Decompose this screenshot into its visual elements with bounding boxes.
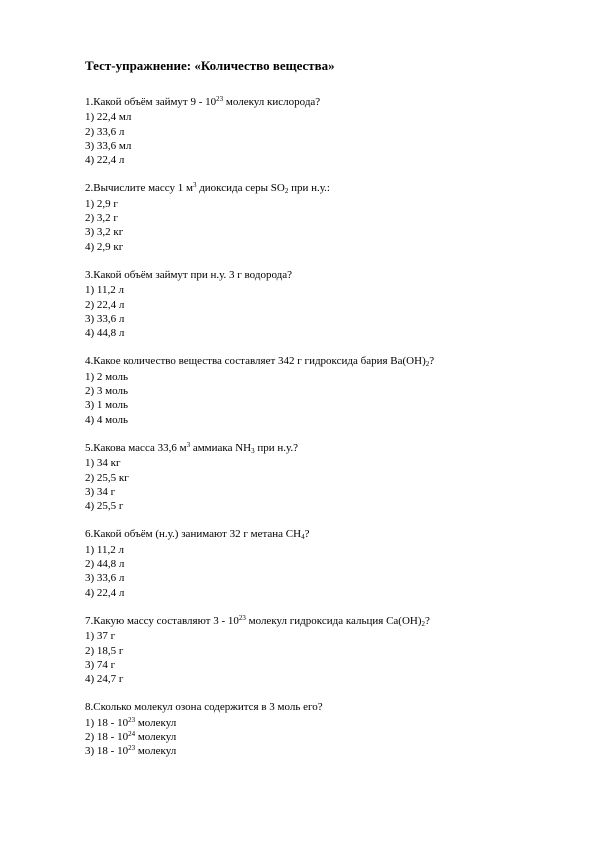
question-text — [85, 441, 545, 455]
question-text — [85, 527, 545, 541]
question-block — [85, 527, 545, 599]
text-run: ? — [425, 614, 430, 627]
answer-option: 3) 33,6 л — [85, 572, 125, 585]
answer-option: 3) 33,6 мл — [85, 139, 132, 152]
text-run: 1) 18 - 10 — [85, 716, 129, 729]
text-run: при н.у.: — [288, 182, 330, 195]
text-run: 2.Вычислите массу 1 м — [85, 182, 193, 195]
superscript: 23 — [128, 715, 136, 724]
question-block — [85, 441, 545, 513]
text-run: 3.Какой объём займут при н.у. 3 г водорода? — [85, 268, 292, 281]
question-block — [85, 700, 545, 758]
question-block — [85, 268, 545, 340]
question-block — [85, 354, 545, 426]
question-text — [85, 614, 545, 628]
answer-option: 3) 74 г — [85, 658, 116, 671]
superscript: 3 — [192, 181, 197, 190]
text-run: 5.Какова масса 33,6 м — [85, 441, 187, 454]
answer-option — [85, 744, 545, 758]
question-text — [85, 354, 545, 368]
text-run: 7.Какую массу составляют 3 - 10 — [85, 614, 239, 627]
answer-option: 1) 22,4 мл — [85, 111, 132, 124]
answer-option: 4) 4 моль — [85, 413, 128, 426]
answer-option: 2) 18,5 г — [85, 644, 124, 657]
answer-option — [85, 730, 545, 744]
text-run: ? — [429, 355, 435, 368]
text-run: 4.Какое количество вещества составляет 342 г гидроксида бария Ba(OH) — [85, 355, 426, 368]
answer-option: 1) 2 моль — [85, 370, 128, 383]
superscript: 24 — [128, 729, 136, 738]
answer-option: 2) 3,2 г — [85, 212, 118, 225]
subscript: 4 — [301, 533, 305, 542]
question-block — [85, 614, 545, 686]
answer-option: 2) 22,4 л — [85, 298, 125, 311]
text-run: молекул гидроксида кальция Ca(OH) — [245, 614, 422, 627]
superscript: 3 — [186, 440, 191, 449]
superscript: 23 — [128, 744, 136, 753]
answer-option: 4) 2,9 кг — [85, 240, 124, 253]
text-run: молекул — [135, 745, 177, 758]
answer-option: 4) 24,7 г — [85, 673, 124, 686]
answer-option: 3) 33,6 л — [85, 312, 125, 325]
answer-option: 3) 1 моль — [85, 399, 128, 412]
text-run: аммиака NH — [190, 441, 252, 454]
answer-option: 2) 33,6 л — [85, 125, 125, 138]
answer-option: 4) 25,5 г — [85, 500, 124, 513]
question-text — [85, 95, 545, 109]
text-run: ? — [304, 528, 310, 541]
question-block — [85, 181, 545, 253]
answer-option: 2) 3 моль — [85, 385, 128, 398]
question-text — [85, 700, 545, 714]
subscript: 2 — [421, 619, 425, 628]
text-run: 6.Какой объём (н.у.) занимают 32 г метана CH — [85, 528, 302, 541]
superscript: 23 — [216, 95, 224, 103]
answer-option: 1) 11,2 л — [85, 543, 124, 556]
answer-option: 3) 34 г — [85, 485, 116, 498]
answer-option: 2) 44,8 л — [85, 558, 125, 571]
text-run: молекул кислорода? — [223, 96, 321, 108]
text-run: молекул — [135, 716, 177, 729]
text-run: 2) 18 - 10 — [85, 730, 129, 743]
answer-option: 1) 11,2 л — [85, 284, 124, 297]
page-title: Тест-упражнение: «Количество вещества» — [85, 58, 335, 73]
question-text — [85, 181, 545, 195]
answer-option: 4) 22,4 л — [85, 154, 125, 167]
question-text — [85, 268, 545, 282]
answer-option: 4) 44,8 л — [85, 327, 125, 340]
superscript: 23 — [238, 613, 246, 622]
text-run: 3) 18 - 10 — [85, 745, 129, 758]
text-run: молекул — [135, 730, 177, 743]
answer-option: 4) 22,4 л — [85, 586, 125, 599]
question-block — [85, 95, 545, 167]
subscript: 2 — [425, 360, 430, 369]
answer-option: 2) 25,5 кг — [85, 471, 129, 484]
questions-list — [85, 95, 545, 759]
subscript: 2 — [284, 187, 289, 196]
subscript: 3 — [251, 446, 255, 455]
answer-option — [85, 716, 545, 730]
answer-option: 1) 34 кг — [85, 457, 121, 470]
answer-option: 1) 37 г — [85, 630, 116, 643]
answer-option: 1) 2,9 г — [85, 197, 118, 210]
text-run: 1.Какой объём займут 9 - 10 — [85, 96, 217, 108]
answer-option: 3) 3,2 кг — [85, 226, 124, 239]
text-run: при н.у.? — [254, 441, 299, 454]
text-run: 8.Сколько молекул озона содержится в 3 моль его? — [85, 701, 323, 714]
text-run: диоксида серы SO — [196, 182, 285, 195]
test-page — [85, 58, 545, 773]
